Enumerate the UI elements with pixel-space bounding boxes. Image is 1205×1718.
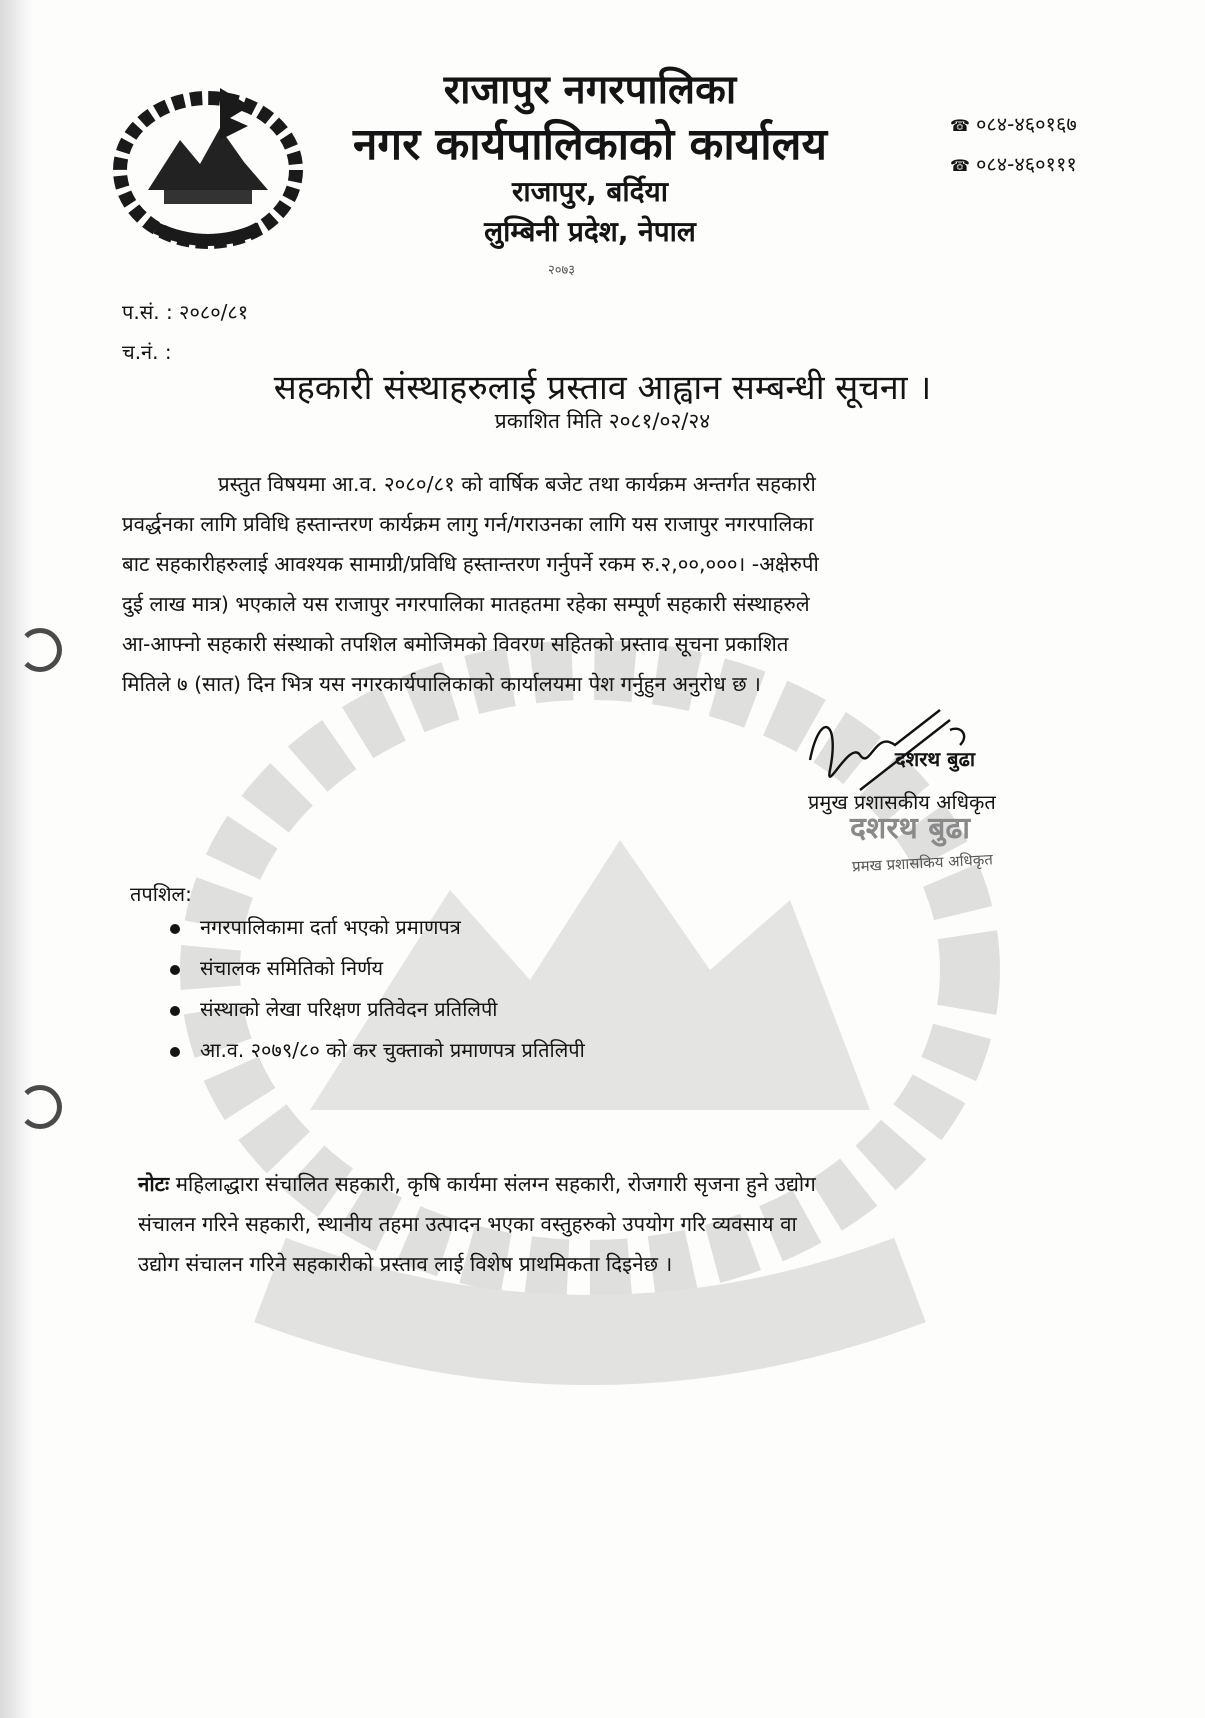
- scan-edge-shadow: [0, 0, 34, 1718]
- list-item: [170, 954, 383, 981]
- bullet-icon: [170, 1047, 180, 1057]
- note-label: नोटः: [138, 1172, 170, 1196]
- binding-ring-top: [18, 628, 62, 672]
- list-item-text: संस्थाको लेखा परिक्षण प्रतिवेदन प्रतिलिपी: [200, 997, 498, 1021]
- details-heading: तपशिल:: [130, 882, 192, 906]
- body-line: प्रवर्द्धनका लागि प्रविधि हस्तान्तरण कार्यक्रम लागु गर्न/गराउनका लागि यस राजापुर नगरपालिका: [122, 512, 814, 536]
- list-item-text: नगरपालिकामा दर्ता भएको प्रमाणपत्र: [200, 915, 461, 939]
- note-line: संचालन गरिने सहकारी, स्थानीय तहमा उत्पादन भएका वस्तुहरुको उपयोग गरि व्यवसाय वा: [138, 1212, 797, 1236]
- phone-number: ०८४-४६०१११: [975, 152, 1077, 176]
- nepal-emblem-logo: [108, 78, 308, 253]
- office-name: नगर कार्यपालिकाको कार्यालय: [353, 119, 827, 170]
- municipality-name: राजापुर नगरपालिका: [443, 67, 737, 113]
- seal-title: प्रमख प्रशासकिय अधिकृत: [851, 850, 994, 876]
- office-location: राजापुर, बर्दिया: [511, 175, 669, 208]
- seal-name: दशरथ बुढा: [850, 811, 971, 846]
- body-line: आ-आफ्नो सहकारी संस्थाको तपशिल बमोजिमको विवरण सहितको प्रस्ताव सूचना प्रकाशित: [122, 632, 789, 656]
- bullet-icon: [170, 1006, 180, 1016]
- list-item: [170, 1036, 585, 1063]
- list-item-text: आ.व. २०७९/८० को कर चुक्ताको प्रमाणपत्र प्रतिलिपी: [200, 1038, 585, 1062]
- body-line: दुई लाख मात्र) भएकाले यस राजापुर नगरपालिका मातहतमा रहेका सम्पूर्ण सहकारी संस्थाहरुले: [122, 592, 810, 616]
- list-item-text: संचालक समितिको निर्णय: [200, 956, 384, 980]
- dispatch-number: च.नं. :: [122, 340, 172, 364]
- bullet-icon: [170, 965, 180, 975]
- note-line: [138, 1170, 816, 1198]
- note-text: महिलाद्धारा संचालित सहकारी, कृषि कार्यमा संलग्न सहकारी, रोजगारी सृजना हुने उद्योग: [175, 1172, 816, 1196]
- phone-line-2: [950, 145, 1077, 185]
- bullet-icon: [170, 924, 180, 934]
- note-line: उद्योग संचालन गरिने सहकारीको प्रस्ताव लाई विशेष प्राथमिकता दिइनेछ ।: [138, 1252, 673, 1276]
- header-stamp-year: २०७३: [548, 263, 576, 278]
- binding-ring-bottom: [18, 1085, 62, 1129]
- signatory-title: प्रमुख प्रशासकीय अधिकृत: [808, 790, 996, 814]
- signatory-name: दशरथ बुढा: [895, 747, 976, 771]
- published-date: प्रकाशित मिति २०८१/०२/२४: [494, 409, 711, 433]
- body-line: बाट सहकारीहरुलाई आवश्यक सामाग्री/प्रविधि हस्तान्तरण गर्नुपर्ने रकम रु.२,००,०००। -अक्षेरुपी: [122, 552, 819, 576]
- office-province: लुम्बिनी प्रदेश, नेपाल: [484, 215, 696, 248]
- reference-number: प.सं. : २०८०/८१: [122, 300, 249, 324]
- phone-line-1: [950, 105, 1077, 145]
- notice-title: सहकारी संस्थाहरुलाई प्रस्ताव आह्वान सम्बन्धी सूचना ।: [273, 368, 932, 408]
- phone-icon: ☎: [950, 156, 970, 175]
- body-line: प्रस्तुत विषयमा आ.व. २०८०/८१ को वार्षिक बजेट तथा कार्यक्रम अन्तर्गत सहकारी: [218, 472, 816, 496]
- phone-numbers: [950, 105, 1077, 185]
- phone-number: ०८४-४६०१६७: [975, 112, 1077, 136]
- list-item: [170, 995, 498, 1022]
- list-item: [170, 913, 461, 940]
- phone-icon: ☎: [950, 116, 970, 135]
- body-line: मितिले ७ (सात) दिन भित्र यस नगरकार्यपालिकाको कार्यालयमा पेश गर्नुहुन अनुरोध छ ।: [122, 672, 761, 696]
